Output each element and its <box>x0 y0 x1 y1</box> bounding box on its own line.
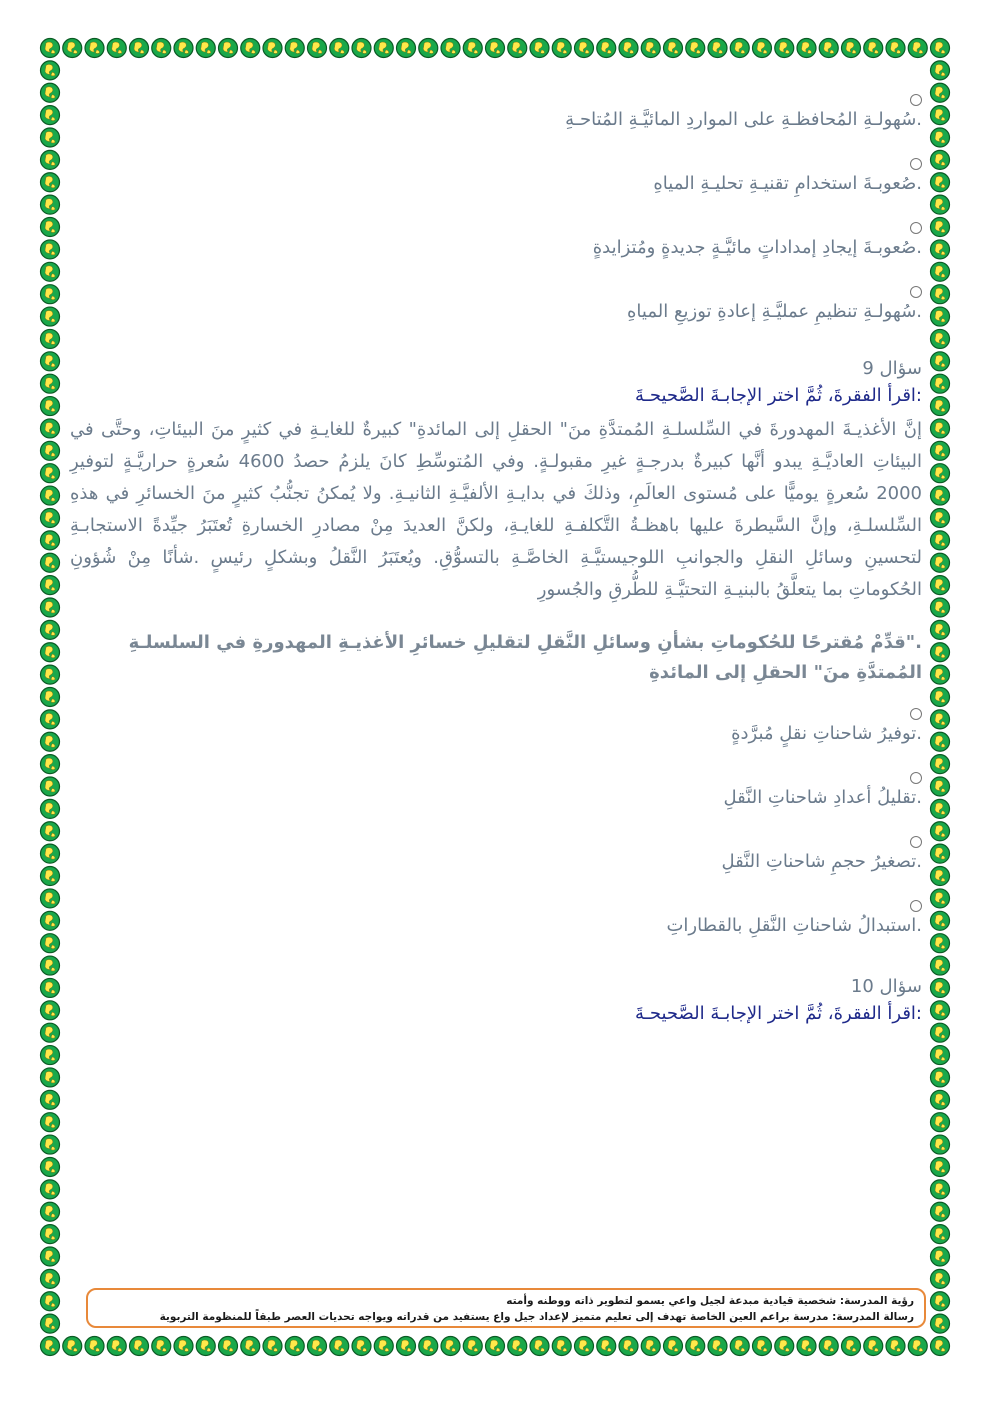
border-globe-icon <box>41 195 60 214</box>
border-globe-icon <box>886 39 905 58</box>
border-globe-icon <box>908 1337 927 1356</box>
border-globe-icon <box>486 39 505 58</box>
border-globe-icon <box>330 1337 349 1356</box>
radio-q9-option-4[interactable] <box>910 900 922 912</box>
border-globe-icon <box>864 39 883 58</box>
border-globe-icon <box>41 1269 60 1288</box>
border-globe-icon <box>130 1337 149 1356</box>
border-globe-icon <box>41 956 60 975</box>
border-globe-icon <box>931 397 950 416</box>
border-globe-icon <box>931 1001 950 1020</box>
border-globe-icon <box>931 307 950 326</box>
border-globe-icon <box>931 150 950 169</box>
border-globe-icon <box>931 934 950 953</box>
question-10-number: سؤال 10 <box>850 976 922 997</box>
border-globe-icon <box>41 106 60 125</box>
border-globe-icon <box>285 39 304 58</box>
border-globe-icon <box>41 1202 60 1221</box>
border-globe-icon <box>41 464 60 483</box>
border-globe-icon <box>530 39 549 58</box>
border-globe-icon <box>107 39 126 58</box>
border-globe-icon <box>931 1337 950 1356</box>
border-globe-icon <box>575 1337 594 1356</box>
border-globe-icon <box>41 285 60 304</box>
border-globe-icon <box>219 39 238 58</box>
border-globe-icon <box>41 1023 60 1042</box>
border-globe-icon <box>931 83 950 102</box>
border-globe-icon <box>597 39 616 58</box>
border-globe-icon <box>931 978 950 997</box>
border-globe-icon <box>41 486 60 505</box>
border-globe-icon <box>797 1337 816 1356</box>
border-globe-icon <box>196 39 215 58</box>
border-globe-icon <box>819 1337 838 1356</box>
border-globe-icon <box>41 1068 60 1087</box>
border-globe-icon <box>931 755 950 774</box>
border-globe-icon <box>708 39 727 58</box>
border-globe-icon <box>41 822 60 841</box>
border-globe-icon <box>241 39 260 58</box>
border-globe-icon <box>63 1337 82 1356</box>
border-globe-icon <box>931 61 950 80</box>
question-9-instruction: :اقرأ الفقرةَ، ثُمَّ اختر الإجابـةَ الصَّحيحـةَ <box>634 385 922 406</box>
border-globe-icon <box>931 486 950 505</box>
border-globe-icon <box>41 844 60 863</box>
border-globe-icon <box>931 620 950 639</box>
border-globe-icon <box>41 1292 60 1311</box>
border-globe-icon <box>441 39 460 58</box>
border-globe-icon <box>931 285 950 304</box>
border-globe-icon <box>41 934 60 953</box>
border-globe-icon <box>931 1023 950 1042</box>
border-globe-icon <box>41 531 60 550</box>
q9-option-1-label: .توفيرُ شاحناتِ نقلٍ مُبرَّدةٍ <box>731 723 922 744</box>
border-globe-icon <box>708 1337 727 1356</box>
border-globe-icon <box>753 1337 772 1356</box>
border-globe-icon <box>41 1135 60 1154</box>
border-globe-icon <box>441 1337 460 1356</box>
border-globe-icon <box>931 464 950 483</box>
border-globe-icon <box>41 218 60 237</box>
border-globe-icon <box>41 553 60 572</box>
border-globe-icon <box>352 39 371 58</box>
border-globe-icon <box>931 732 950 751</box>
border-globe-icon <box>753 39 772 58</box>
border-globe-icon <box>419 39 438 58</box>
q8-option-1-label: .سُهولـةِ المُحافظـةِ على المواردِ المائيَّـةِ المُتاحـةِ <box>565 109 922 130</box>
border-globe-icon <box>619 39 638 58</box>
border-globe-icon <box>931 1157 950 1176</box>
question-9-task: ."قدِّمْ مُقترحًا للحُكوماتِ بشأنِ وسائلِ النَّقلِ لتقليلِ خسائرِ الأغذيـةِ المهدورةِ في السلسلـةِ المُمتدَّةِ منَ" الحقلِ إلى المائدةِ <box>128 632 922 683</box>
border-globe-icon <box>530 1337 549 1356</box>
border-globe-icon <box>931 822 950 841</box>
border-globe-icon <box>931 106 950 125</box>
border-globe-icon <box>41 867 60 886</box>
border-globe-icon <box>241 1337 260 1356</box>
border-globe-icon <box>931 643 950 662</box>
border-globe-icon <box>85 1337 104 1356</box>
border-globe-icon <box>931 1202 950 1221</box>
border-globe-icon <box>641 39 660 58</box>
border-globe-icon <box>931 889 950 908</box>
border-globe-icon <box>931 531 950 550</box>
border-globe-icon <box>931 1247 950 1266</box>
border-globe-icon <box>664 1337 683 1356</box>
border-globe-icon <box>931 1269 950 1288</box>
border-globe-icon <box>374 1337 393 1356</box>
radio-q8-option-2[interactable] <box>910 158 922 170</box>
border-globe-icon <box>486 1337 505 1356</box>
border-globe-icon <box>352 1337 371 1356</box>
border-globe-icon <box>41 1180 60 1199</box>
border-globe-icon <box>41 352 60 371</box>
border-globe-icon <box>864 1337 883 1356</box>
border-globe-icon <box>931 799 950 818</box>
border-globe-icon <box>41 598 60 617</box>
border-globe-icon <box>730 39 749 58</box>
exam-content <box>70 88 922 1268</box>
border-globe-icon <box>797 39 816 58</box>
border-globe-icon <box>686 1337 705 1356</box>
border-globe-icon <box>931 1135 950 1154</box>
radio-q9-option-1[interactable] <box>910 708 922 720</box>
border-globe-icon <box>41 1247 60 1266</box>
border-globe-icon <box>463 39 482 58</box>
border-globe-icon <box>931 956 950 975</box>
border-globe-icon <box>41 441 60 460</box>
school-footer-box <box>86 1288 926 1328</box>
border-globe-icon <box>686 39 705 58</box>
border-globe-icon <box>931 195 950 214</box>
border-globe-icon <box>842 39 861 58</box>
border-globe-icon <box>931 911 950 930</box>
border-globe-icon <box>330 39 349 58</box>
border-globe-icon <box>931 598 950 617</box>
border-globe-icon <box>41 329 60 348</box>
border-globe-icon <box>41 1314 60 1333</box>
question-9-number: سؤال 9 <box>862 358 922 379</box>
q9-option-2-label: .تقليلُ أعدادِ شاحناتِ النَّقلِ <box>723 787 922 808</box>
q8-option-4-label: .سُهولـةِ تنظيمِ عمليَّـةِ إعادةِ توزيعِ المياهِ <box>627 301 922 322</box>
border-globe-icon <box>931 1046 950 1065</box>
border-globe-icon <box>41 755 60 774</box>
border-globe-icon <box>219 1337 238 1356</box>
border-globe-icon <box>41 978 60 997</box>
border-globe-icon <box>775 1337 794 1356</box>
border-globe-icon <box>931 576 950 595</box>
border-globe-icon <box>41 150 60 169</box>
radio-q9-option-3[interactable] <box>910 836 922 848</box>
border-globe-icon <box>397 39 416 58</box>
border-globe-icon <box>419 1337 438 1356</box>
border-globe-icon <box>41 508 60 527</box>
q9-option-4-label: .استبدالُ شاحناتِ النَّقلِ بالقطاراتِ <box>666 915 922 936</box>
q9-option-3-label: .تصغيرُ حجمِ شاحناتِ النَّقلِ <box>721 851 922 872</box>
border-globe-icon <box>730 1337 749 1356</box>
border-globe-icon <box>931 1292 950 1311</box>
border-globe-icon <box>41 173 60 192</box>
border-globe-icon <box>931 419 950 438</box>
border-globe-icon <box>41 419 60 438</box>
border-globe-icon <box>41 777 60 796</box>
border-globe-icon <box>931 710 950 729</box>
border-globe-icon <box>152 1337 171 1356</box>
border-globe-icon <box>931 441 950 460</box>
border-globe-icon <box>931 1314 950 1333</box>
border-globe-icon <box>308 39 327 58</box>
border-globe-icon <box>41 732 60 751</box>
school-vision: رؤية المدرسة: شخصية قيادية مبدعة لجيل واعي يسمو لتطوير ذاته ووطنه وأمته <box>506 1295 914 1307</box>
border-globe-icon <box>308 1337 327 1356</box>
border-globe-icon <box>174 39 193 58</box>
border-globe-icon <box>41 240 60 259</box>
border-globe-icon <box>41 1337 60 1356</box>
border-globe-icon <box>41 262 60 281</box>
border-globe-icon <box>575 39 594 58</box>
border-globe-icon <box>41 1113 60 1132</box>
border-globe-icon <box>41 889 60 908</box>
border-globe-icon <box>508 1337 527 1356</box>
border-globe-icon <box>41 710 60 729</box>
radio-q8-option-1[interactable] <box>910 94 922 106</box>
border-globe-icon <box>641 1337 660 1356</box>
border-globe-icon <box>285 1337 304 1356</box>
border-globe-icon <box>552 39 571 58</box>
border-globe-icon <box>41 620 60 639</box>
border-globe-icon <box>842 1337 861 1356</box>
border-globe-icon <box>931 1180 950 1199</box>
q8-option-3-label: .صُعوبـةَ إيجادِ إمداداتٍ مائيَّـةٍ جديدةٍ ومُتزايدةٍ <box>592 237 922 258</box>
border-globe-icon <box>41 83 60 102</box>
border-globe-icon <box>263 1337 282 1356</box>
border-globe-icon <box>463 1337 482 1356</box>
border-globe-icon <box>374 39 393 58</box>
border-globe-icon <box>931 240 950 259</box>
border-globe-icon <box>931 553 950 572</box>
border-globe-icon <box>931 1113 950 1132</box>
border-globe-icon <box>152 39 171 58</box>
border-globe-icon <box>931 128 950 147</box>
border-globe-icon <box>41 374 60 393</box>
border-globe-icon <box>931 262 950 281</box>
border-globe-icon <box>931 688 950 707</box>
border-globe-icon <box>196 1337 215 1356</box>
border-globe-icon <box>931 844 950 863</box>
border-globe-icon <box>41 1001 60 1020</box>
question-9-paragraph: إنَّ الأغذيـةَ المهدورةَ في السِّلسلـةِ المُمتدَّةِ منَ" الحقلِ إلى المائدةِ" كبيرةٌ للغايـةِ في كثيرٍ منَ البيئاتِ، وحتَّى في البيئاتِ العاديَّـةِ يبدو أنَّها كبيرةٌ بدرجـةٍ غيرِ مقبولـةٍ. وفي المُتوسِّطِ كانَ يلزمُ حصدُ 4600 سُعرةٍ حراريَّـةٍ لتوفيرِ 2000 سُعرةٍ يوميًّا على مُستوى العالَمِ، وذلكَ في بدايـةِ الألفيَّـةِ الثانيـةِ. ولا يُمكنُ تجنُّبُ كثيرٍ منَ الخسائرِ في هذهِ السِّلسلـةِ، وإنَّ السَّيطرةَ عليها باهظـةُ التَّكلفـةِ للغايـةِ، ولكنَّ العديدَ مِنْ مصادرِ الخسارةِ تُعتَبَرُ جيِّدةً الاستجابـةِ لتحسينِ وسائلِ النقلِ والجوانبِ اللوجيستيَّـةِ الخاصَّـةِ بالتسوُّقِ. ويُعتَبَرُ النَّقلُ وبشكلٍ رئيسٍ .شأنًا مِنْ شُؤونِ الحُكوماتِ بما يتعلَّقُ بالبنيـةِ التحتيَّـةِ للطُّرقِ والجُسورِ <box>70 419 922 600</box>
border-globe-icon <box>931 665 950 684</box>
border-globe-icon <box>552 1337 571 1356</box>
border-globe-icon <box>931 218 950 237</box>
border-globe-icon <box>931 329 950 348</box>
border-globe-icon <box>597 1337 616 1356</box>
border-globe-icon <box>908 39 927 58</box>
border-globe-icon <box>41 1046 60 1065</box>
border-globe-icon <box>263 39 282 58</box>
border-globe-icon <box>664 39 683 58</box>
border-globe-icon <box>63 39 82 58</box>
border-globe-icon <box>41 688 60 707</box>
question-10-instruction: :اقرأ الفقرةَ، ثُمَّ اختر الإجابـةَ الصَّحيحـةَ <box>634 1003 922 1024</box>
border-globe-icon <box>931 1068 950 1087</box>
border-globe-icon <box>886 1337 905 1356</box>
border-globe-icon <box>41 911 60 930</box>
border-globe-icon <box>130 39 149 58</box>
border-globe-icon <box>41 39 60 58</box>
radio-q8-option-4[interactable] <box>910 286 922 298</box>
border-globe-icon <box>931 508 950 527</box>
border-globe-icon <box>41 1225 60 1244</box>
border-globe-icon <box>41 397 60 416</box>
border-globe-icon <box>619 1337 638 1356</box>
border-globe-icon <box>85 39 104 58</box>
border-globe-icon <box>931 777 950 796</box>
border-globe-icon <box>107 1337 126 1356</box>
border-globe-icon <box>41 1157 60 1176</box>
border-globe-icon <box>931 1225 950 1244</box>
q8-option-2-label: .صُعوبـةَ استخدامِ تقنيـةِ تحليـةِ المياهِ <box>653 173 922 194</box>
radio-q8-option-3[interactable] <box>910 222 922 234</box>
border-globe-icon <box>931 352 950 371</box>
border-globe-icon <box>931 39 950 58</box>
border-globe-icon <box>931 867 950 886</box>
border-globe-icon <box>41 643 60 662</box>
border-globe-icon <box>41 307 60 326</box>
border-globe-icon <box>508 39 527 58</box>
border-globe-icon <box>397 1337 416 1356</box>
border-globe-icon <box>41 1090 60 1109</box>
radio-q9-option-2[interactable] <box>910 772 922 784</box>
border-globe-icon <box>174 1337 193 1356</box>
school-mission: رسالة المدرسة: مدرسة براعم العين الخاصة تهدف إلى تعليم متميز لإعداد جيل واع يستفيد من قدراته ويواجه تحديات العصر طبقاً للمنظومة التربوية <box>159 1311 914 1323</box>
border-globe-icon <box>41 799 60 818</box>
border-globe-icon <box>931 173 950 192</box>
border-globe-icon <box>775 39 794 58</box>
border-globe-icon <box>819 39 838 58</box>
border-globe-icon <box>41 665 60 684</box>
border-globe-icon <box>931 374 950 393</box>
border-globe-icon <box>931 1090 950 1109</box>
border-globe-icon <box>41 61 60 80</box>
border-globe-icon <box>41 576 60 595</box>
border-globe-icon <box>41 128 60 147</box>
